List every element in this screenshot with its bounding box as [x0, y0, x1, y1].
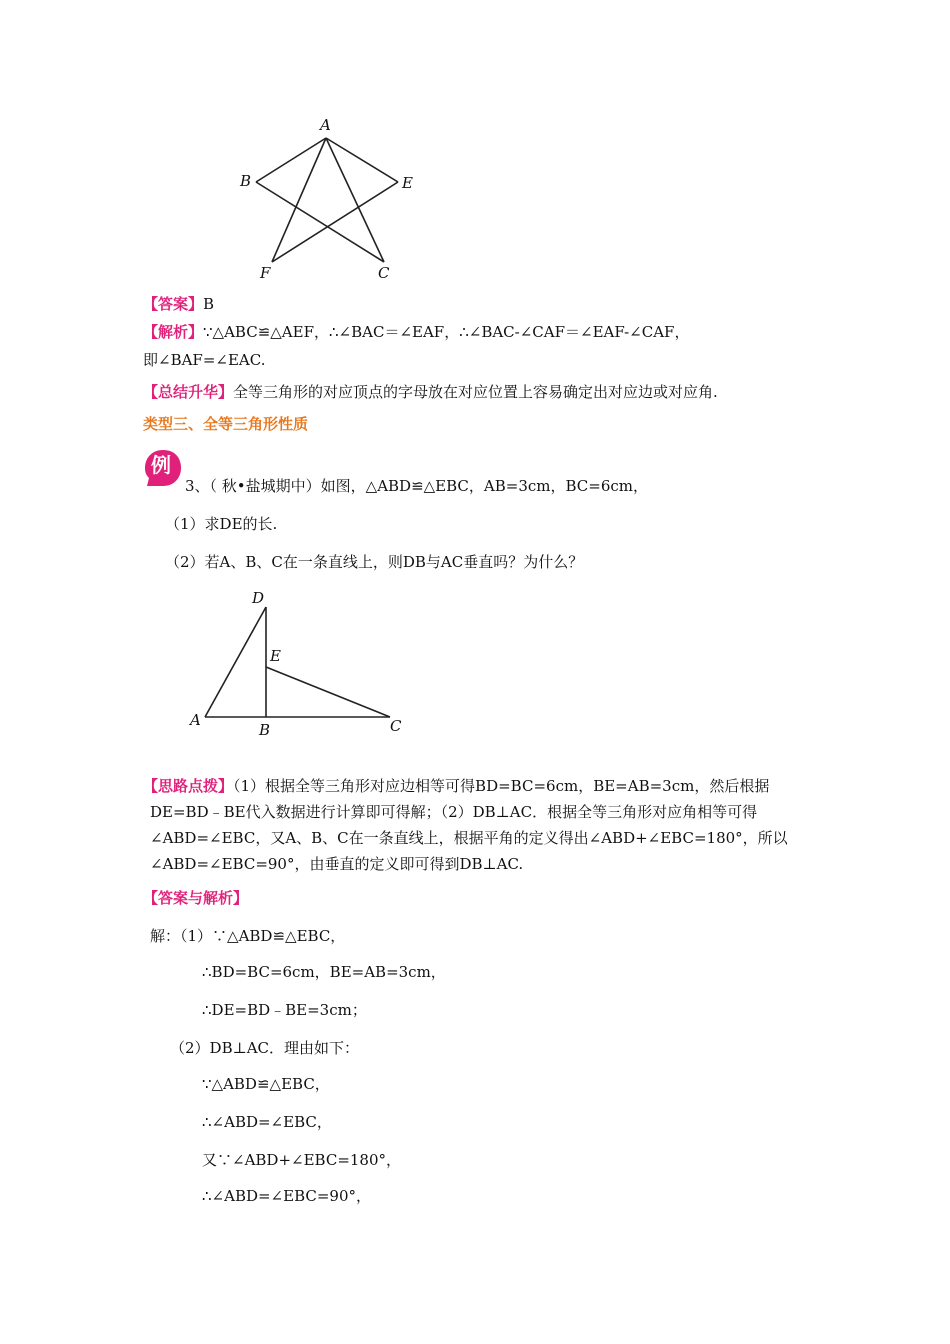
- solution-step-6: ∴∠ABD=∠EBC，: [202, 1113, 332, 1131]
- label-f: F: [260, 264, 271, 282]
- answer-line: [143, 290, 214, 318]
- label-e: E: [270, 647, 281, 665]
- label-b: B: [259, 721, 271, 739]
- analysis-tag: 【解析】: [143, 323, 204, 341]
- label-b: B: [240, 172, 252, 190]
- question-2: （2）若A、B、C在一条直线上，则DB与AC垂直吗？为什么？: [165, 553, 584, 571]
- solution-step-7: 又∵∠ABD+∠EBC=180°，: [202, 1151, 402, 1169]
- hint-line-4: ∠ABD=∠EBC=90°，由垂直的定义即可得到DB⊥AC.: [150, 855, 524, 873]
- hint-line-1: [143, 772, 769, 800]
- segment-ec: [266, 667, 390, 717]
- example-badge-text: 例: [151, 453, 171, 477]
- solution-step-4: （2）DB⊥AC．理由如下：: [170, 1039, 360, 1057]
- analysis-text-1: ∵△ABC≌△AEF，∴∠BAC＝∠EAF，∴∠BAC-∠CAF＝∠EAF-∠CAF，: [203, 323, 690, 341]
- solution-step-2: ∴BD=BC=6cm，BE=AB=3cm，: [202, 963, 446, 981]
- segment-ab: [256, 138, 326, 182]
- solution-step-5: ∵△ABD≌△EBC，: [202, 1075, 330, 1093]
- label-d: D: [252, 589, 265, 607]
- segment-ad: [205, 607, 266, 717]
- solution-step-8: ∴∠ABD=∠EBC=90°，: [202, 1187, 372, 1205]
- summary-tag: 【总结升华】: [143, 383, 234, 401]
- answer-value: B: [203, 295, 215, 313]
- solution-tag: 【答案与解析】: [143, 889, 249, 907]
- label-e: E: [402, 174, 413, 192]
- label-a: A: [320, 116, 331, 134]
- analysis-line-1: [143, 318, 689, 346]
- solution-step-3: ∴DE=BD﹣BE=3cm；: [202, 1001, 367, 1019]
- example-intro: 3、（ 秋•盐城期中）如图，△ABD≌△EBC，AB=3cm，BC=6cm，: [185, 477, 649, 495]
- figure-triangles-abd-ebc: [180, 585, 420, 745]
- hint-text-1: （1）根据全等三角形对应边相等可得BD=BC=6cm，BE=AB=3cm，然后根据: [233, 777, 770, 795]
- segment-af: [272, 138, 326, 262]
- analysis-line-2: 即∠BAF=∠EAC.: [143, 351, 266, 369]
- label-c: C: [390, 717, 402, 735]
- answer-tag: 【答案】: [143, 295, 204, 313]
- section-title: 类型三、全等三角形性质: [143, 415, 309, 433]
- hint-line-3: ∠ABD=∠EBC，又A、B、C在一条直线上，根据平角的定义得出∠ABD+∠EBC=180°，所以: [150, 829, 788, 847]
- hint-line-2: DE=BD﹣BE代入数据进行计算即可得解；（2）DB⊥AC．根据全等三角形对应角相等可得: [150, 803, 758, 821]
- solution-step-1: 解：（1）∵△ABD≌△EBC，: [150, 927, 346, 945]
- summary-text: 全等三角形的对应顶点的字母放在对应位置上容易确定出对应边或对应角.: [233, 383, 718, 401]
- label-c: C: [378, 264, 390, 282]
- question-1: （1）求DE的长.: [165, 515, 278, 533]
- label-a: A: [190, 711, 201, 729]
- figure-triangles-abc-aef: [230, 110, 430, 290]
- summary-line: [143, 378, 718, 406]
- hint-tag: 【思路点拨】: [143, 777, 234, 795]
